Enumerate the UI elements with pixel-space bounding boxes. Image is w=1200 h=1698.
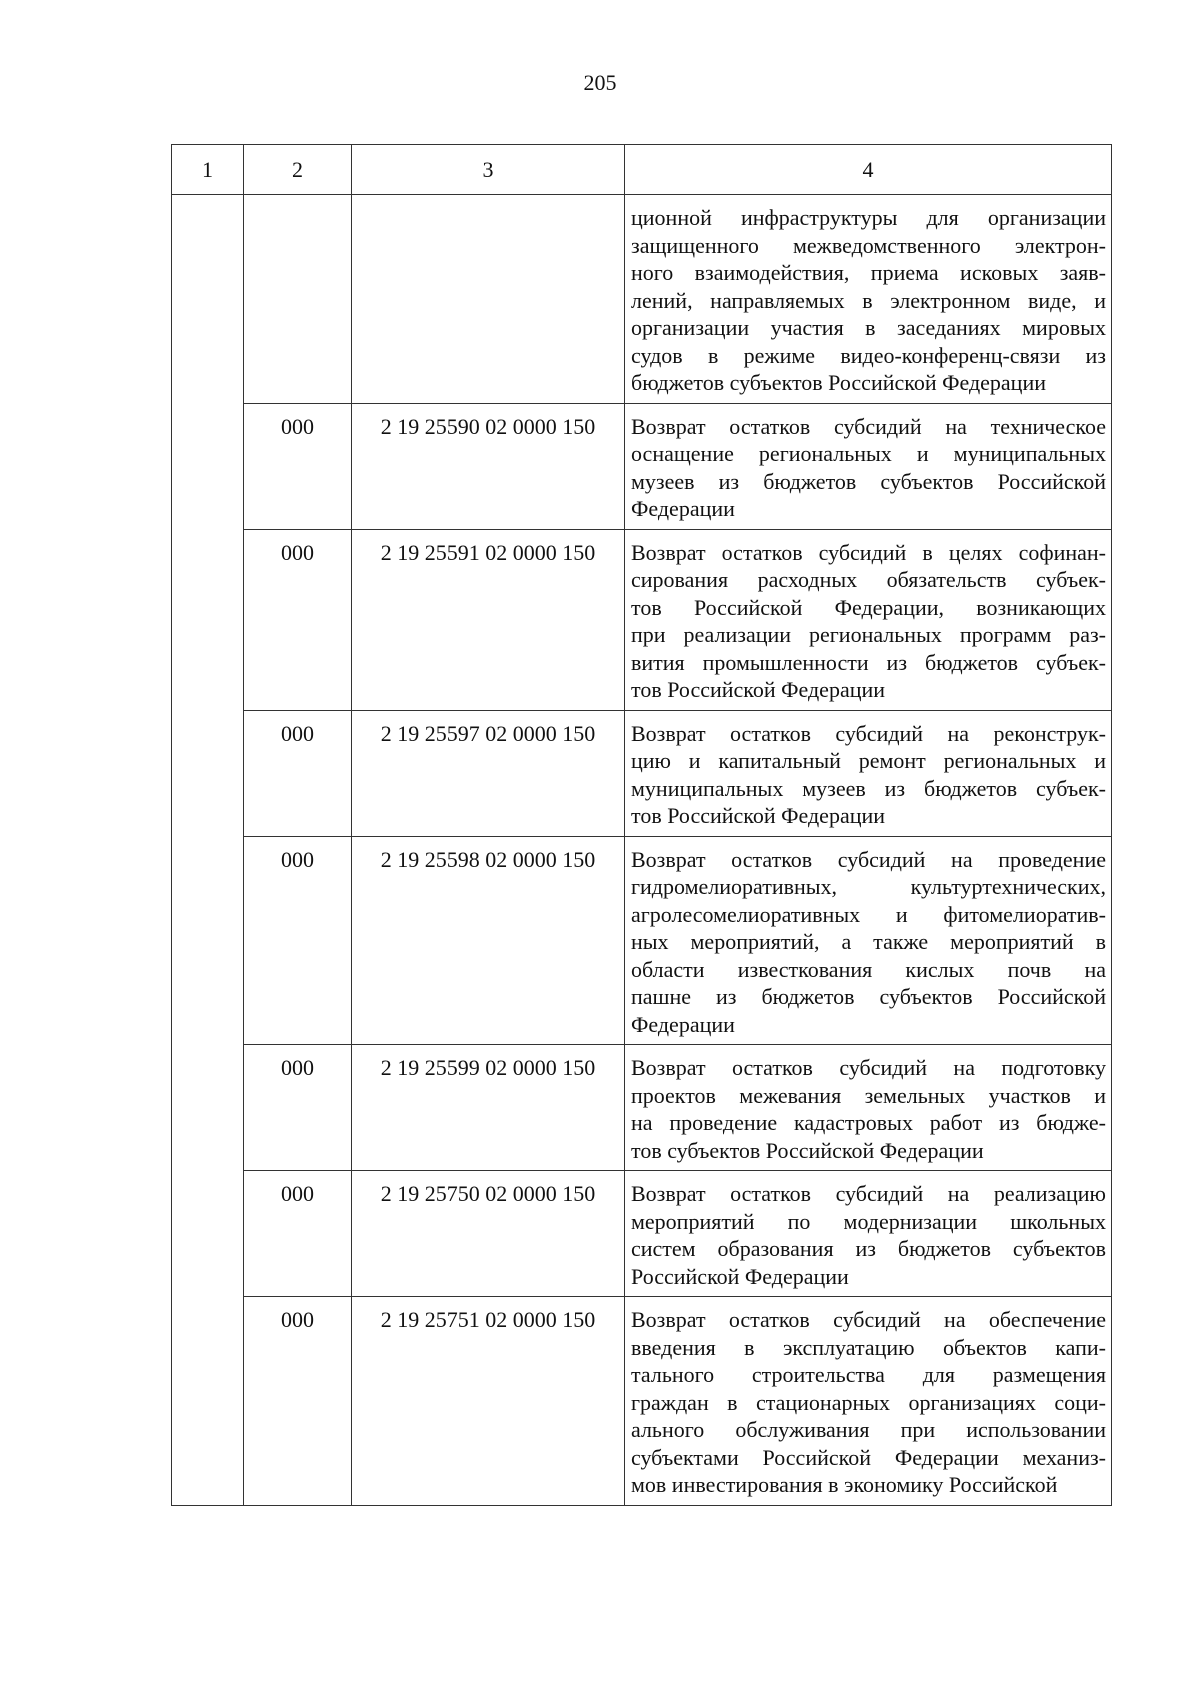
table-row xyxy=(172,836,1112,1045)
classification-table xyxy=(171,144,1112,1506)
classification-code-cell: 2 19 25591 02 0000 150 xyxy=(352,529,625,710)
description-line: гидромелиоративных, культуртехнических, xyxy=(631,874,1106,899)
admin-code-cell: 000 xyxy=(244,403,352,529)
classification-code-cell: 2 19 25750 02 0000 150 xyxy=(352,1171,625,1297)
header-cell-4: 4 xyxy=(625,145,1112,195)
classification-code-cell: 2 19 25590 02 0000 150 xyxy=(352,403,625,529)
description-line: муниципальных музеев из бюджетов субъек- xyxy=(631,775,1106,801)
table-row xyxy=(172,1045,1112,1171)
description-line: ных мероприятий, а также мероприятий в xyxy=(631,929,1106,954)
description-line: мероприятий по модернизации школьных xyxy=(631,1208,1106,1234)
admin-code-cell: 000 xyxy=(244,1297,352,1506)
table-body xyxy=(172,195,1112,1506)
description-line: ционной инфраструктуры для организации xyxy=(631,205,1106,230)
description-cell xyxy=(625,1297,1112,1506)
description-line: Возврат остатков субсидий на проведение xyxy=(631,846,1106,872)
classification-code-cell: 2 19 25599 02 0000 150 xyxy=(352,1045,625,1171)
table-row xyxy=(172,710,1112,836)
classification-code-cell: 2 19 25597 02 0000 150 xyxy=(352,710,625,836)
description-line: граждан в стационарных организациях соци- xyxy=(631,1389,1106,1415)
description-line: защищенного межведомственного электрон- xyxy=(631,232,1106,258)
description-line: Возврат остатков субсидий на техническое xyxy=(631,413,1106,439)
description-line: цию и капитальный ремонт региональных и xyxy=(631,748,1106,773)
description-line: Федерации xyxy=(631,1011,735,1037)
description-line: проектов межевания земельных участков и xyxy=(631,1082,1106,1108)
classification-code-cell: 2 19 25751 02 0000 150 xyxy=(352,1297,625,1506)
description-line: Возврат остатков субсидий на обеспечение xyxy=(631,1307,1106,1332)
description-line: бюджетов субъектов Российской Федерации xyxy=(631,370,1046,395)
description-line: пашне из бюджетов субъектов Российской xyxy=(631,984,1106,1009)
description-line: оснащение региональных и муниципальных xyxy=(631,441,1106,466)
admin-code-cell: 000 xyxy=(244,529,352,710)
page-number: 205 xyxy=(583,70,617,95)
description-line: введения в эксплуатацию объектов капи- xyxy=(631,1334,1106,1360)
admin-code-cell: 000 xyxy=(244,836,352,1045)
header-cell-2: 2 xyxy=(244,145,352,195)
admin-code-cell: 000 xyxy=(244,1045,352,1171)
description-cell xyxy=(625,195,1112,404)
admin-code-cell: 000 xyxy=(244,1171,352,1297)
first-column-cell xyxy=(172,195,244,1506)
description-cell xyxy=(625,1045,1112,1171)
description-line: ального обслуживания при использовании xyxy=(631,1417,1106,1442)
description-cell xyxy=(625,1171,1112,1297)
description-line: систем образования из бюджетов субъектов xyxy=(631,1236,1106,1261)
table-row xyxy=(172,529,1112,710)
description-line: тов Российской Федерации xyxy=(631,803,886,828)
table-row xyxy=(172,1297,1112,1506)
description-cell xyxy=(625,403,1112,529)
description-line: организации участия в заседаниях мировых xyxy=(631,315,1106,340)
description-line: музеев из бюджетов субъектов Российской xyxy=(631,468,1106,494)
description-cell xyxy=(625,529,1112,710)
description-line: Возврат остатков субсидий на реконструк- xyxy=(631,720,1106,746)
description-line: мов инвестирования в экономику Российской xyxy=(631,1472,1058,1497)
description-line: лений, направляемых в электронном виде, и xyxy=(631,287,1106,313)
description-cell xyxy=(625,836,1112,1045)
description-line: тов Российской Федерации, возникающих xyxy=(631,594,1106,620)
description-line: тов субъектов Российской Федерации xyxy=(631,1137,984,1163)
description-line: судов в режиме видео-конференц-связи из xyxy=(631,342,1106,368)
admin-code-cell xyxy=(244,195,352,404)
description-line: вития промышленности из бюджетов субъек- xyxy=(631,649,1106,675)
description-line: субъектами Российской Федерации механиз- xyxy=(631,1444,1106,1470)
description-line: тального строительства для размещения xyxy=(631,1362,1106,1387)
header-row xyxy=(172,145,1112,195)
table-row xyxy=(172,1171,1112,1297)
description-line: области известкования кислых почв на xyxy=(631,956,1106,982)
header-cell-3: 3 xyxy=(352,145,625,195)
description-line: агролесомелиоративных и фитомелиоратив- xyxy=(631,901,1106,927)
description-cell xyxy=(625,710,1112,836)
description-line: Возврат остатков субсидий в целях софинан- xyxy=(631,539,1106,565)
table-row xyxy=(172,403,1112,529)
description-line: тов Российской Федерации xyxy=(631,677,886,702)
header-cell-1: 1 xyxy=(172,145,244,195)
description-line: Возврат остатков субсидий на подготовку xyxy=(631,1055,1106,1080)
description-line: Возврат остатков субсидий на реализацию xyxy=(631,1181,1106,1206)
classification-code-cell xyxy=(352,195,625,404)
description-line: сирования расходных обязательств субъек- xyxy=(631,567,1106,592)
description-line: на проведение кадастровых работ из бюдже- xyxy=(631,1110,1106,1135)
description-line: Федерации xyxy=(631,496,735,521)
admin-code-cell: 000 xyxy=(244,710,352,836)
description-line: ного взаимодействия, приема исковых заяв- xyxy=(631,260,1106,285)
classification-code-cell: 2 19 25598 02 0000 150 xyxy=(352,836,625,1045)
description-line: Российской Федерации xyxy=(631,1263,849,1289)
description-line: при реализации региональных программ раз- xyxy=(631,622,1106,647)
continuation-row xyxy=(172,195,1112,404)
